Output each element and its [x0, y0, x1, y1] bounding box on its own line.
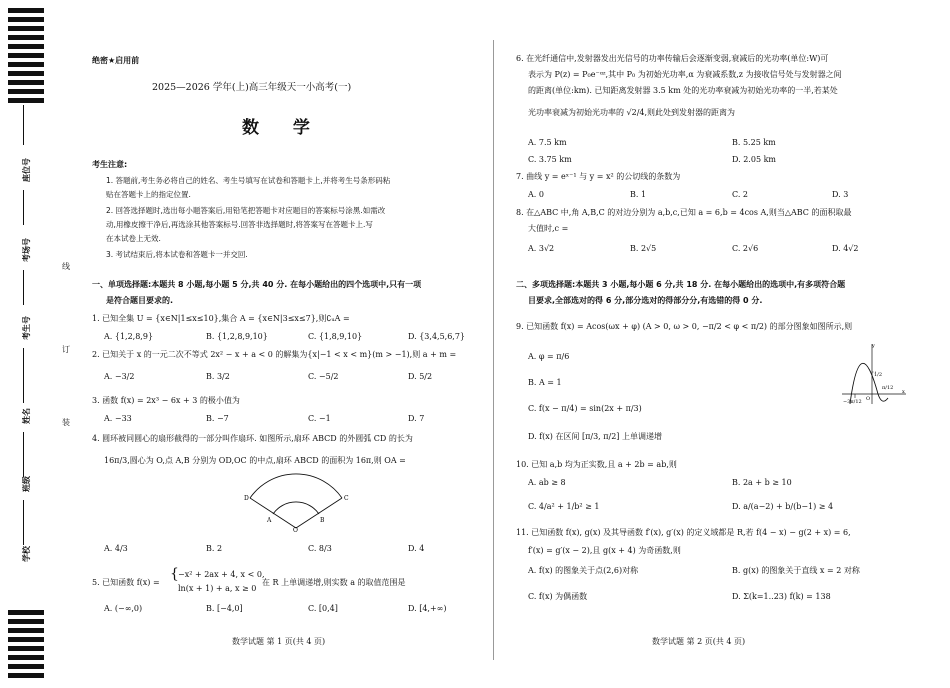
q1-option-b: B. {1,2,8,9,10} [206, 332, 268, 341]
q8-option-a: A. 3√2 [528, 244, 555, 253]
q11-option-c: C. f(x) 为偶函数 [528, 592, 588, 601]
outer-arc [250, 474, 342, 498]
q4-option-c: C. 8/3 [308, 544, 332, 553]
q11-option-b: B. g(x) 的图象关于直线 x = 2 对称 [732, 566, 860, 575]
class-label: 班级 [22, 476, 31, 492]
q4-option-d: D. 4 [408, 544, 425, 553]
name-label: 姓名 [22, 408, 31, 424]
section2-title-cont: 目要求,全部选对的得 6 分,部分选对的得部分分,有选错的得 0 分. [528, 296, 763, 305]
subject-title: 数 学 [242, 118, 324, 138]
q9-option-d: D. f(x) 在区间 [π/3, π/2] 上单调递增 [528, 432, 662, 441]
school-line [23, 500, 24, 545]
label-d: D [244, 495, 249, 502]
q6-stem-4: 光功率衰减为初始光功率的 √2/4,则此处到发射器的距离为 [528, 108, 736, 117]
q4-option-b: B. 2 [206, 544, 223, 553]
q7-option-c: C. 2 [732, 190, 749, 199]
notice-line: 动,用橡皮擦干净后,再选涂其他答案标号.回答非选择题时,将答案写在答题卡上.写 [106, 220, 373, 229]
q5-stem-end: 在 R 上单调递增,则实数 a 的取值范围是 [262, 578, 406, 587]
q5-piece2: ln(x + 1) + a, x ≥ 0 [178, 584, 257, 593]
cosine-graph [842, 342, 908, 406]
graph-y-label: y [872, 343, 875, 349]
section1-title: 一、单项选择题:本题共 8 小题,每小题 5 分,共 40 分. 在每小题给出的四个选项中,只有一项 [92, 280, 422, 289]
q8-option-b: B. 2√5 [630, 244, 657, 253]
notice-line: 在本试卷上无效. [106, 234, 161, 243]
gutter-staple-char: 订 [62, 345, 70, 354]
q2-option-d: D. 5/2 [408, 372, 433, 381]
q5-stem-start: 5. 已知函数 f(x) = [92, 578, 160, 587]
exam-no-line [23, 270, 24, 305]
exam-room-label: 考场号 [22, 238, 31, 262]
q11-stem-2: f′(x) = g′(x − 2),且 g(x + 4) 为奇函数,则 [528, 546, 681, 555]
seat-label: 座位号 [22, 158, 31, 182]
q10-stem: 10. 已知 a,b 均为正实数,且 a + 2b = ab,则 [516, 460, 677, 469]
q4-option-a: A. 4/3 [104, 544, 128, 553]
column-divider [493, 40, 494, 660]
graph-x-label: x [902, 389, 905, 395]
q1-option-c: C. {1,8,9,10} [308, 332, 363, 341]
notice-line: 2. 回答选择题时,选出每小题答案后,用铅笔把答题卡对应题目的答案标号涂黑.如需改 [106, 206, 386, 215]
footer-page2: 数学试题 第 2 页(共 4 页) [652, 637, 746, 646]
q3-option-c: C. −1 [308, 414, 331, 423]
q4-stem: 4. 圆环被同圆心的扇形截得的一部分叫作扇环. 如图所示,扇环 ABCD 的外圆弧 CD 的长为 [92, 434, 413, 443]
graph-origin-label: O [866, 396, 871, 402]
q7-stem: 7. 曲线 y = eˣ⁻¹ 与 y = x² 的公切线的条数为 [516, 172, 681, 181]
section2-title: 二、多项选择题:本题共 3 小题,每小题 6 分,共 18 分. 在每小题给出的选项中,有多项符合题 [516, 280, 846, 289]
seat-line [23, 105, 24, 145]
section1-title-cont: 是符合题目要求的. [106, 296, 174, 305]
q5-option-c: C. [0,4] [308, 604, 338, 613]
q2-option-c: C. −5/2 [308, 372, 339, 381]
q4-stem-cont: 16π/3,圆心为 O,点 A,B 分别为 OD,OC 的中点,扇环 ABCD 的面积为 16π,则 OA = [104, 456, 406, 465]
q10-option-c: C. 4/a² + 1/b² ≥ 1 [528, 502, 600, 511]
graph-neg-tick: −3π/12 [843, 399, 862, 405]
q5-brace: { [170, 566, 179, 582]
q5-option-d: D. [4,+∞) [408, 604, 447, 613]
school-label: 学校 [22, 546, 31, 562]
q6-option-c: C. 3.75 km [528, 155, 572, 164]
label-o: O [293, 527, 298, 532]
graph-half-label: 1/2 [874, 372, 883, 378]
q5-piece1: −x² + 2ax + 4, x < 0, [178, 570, 265, 579]
notice-line: 3. 考试结束后,将本试卷和答题卡一并交回. [106, 250, 248, 259]
q5-option-b: B. [−4,0] [206, 604, 243, 613]
exam-title: 2025—2026 学年(上)高三年级天一小高考(一) [152, 82, 352, 93]
gutter-bind-char: 装 [62, 418, 70, 427]
q6-option-a: A. 7.5 km [528, 138, 567, 147]
q6-stem-3: 的距离(单位:km). 已知距离发射器 3.5 km 处的光功率衰减为初始光功率的一半,若某处 [528, 86, 838, 95]
confidential-mark: 绝密★启用前 [92, 56, 140, 65]
exam-no-label: 考生号 [22, 316, 31, 340]
q2-option-a: A. −3/2 [104, 372, 135, 381]
q7-option-b: B. 1 [630, 190, 647, 199]
q11-stem: 11. 已知函数 f(x), g(x) 及其导函数 f′(x), g′(x) 的定义域都是 R,若 f(4 − x) − g(2 + x) = 6, [516, 528, 851, 537]
gutter-line-char: 线 [62, 262, 70, 271]
q1-option-d: D. {3,4,5,6,7} [408, 332, 466, 341]
q7-option-d: D. 3 [832, 190, 849, 199]
q1-option-a: A. {1,2,8,9} [104, 332, 154, 341]
graph-pos-tick: π/12 [882, 385, 894, 391]
q9-stem: 9. 已知函数 f(x) = Acos(ωx + φ) (A > 0, ω > 0, −π/2 < φ < π/2) 的部分图象如图所示,则 [516, 322, 853, 331]
q8-stem: 8. 在△ABC 中,角 A,B,C 的对边分别为 a,b,c,已知 a = 6,b = 4cos A,则当△ABC 的面积取最 [516, 208, 852, 217]
q8-stem-2: 大值时,c = [528, 224, 569, 233]
notice-title: 考生注意: [92, 160, 128, 169]
q8-option-d: D. 4√2 [832, 244, 859, 253]
q5-option-a: A. (−∞,0) [104, 604, 143, 613]
q10-option-d: D. a/(a−2) + b/(b−1) ≥ 4 [732, 502, 834, 511]
sector-ring-figure [236, 470, 356, 532]
q1-stem: 1. 已知全集 U = {x∈N|1≤x≤10},集合 A = {x∈N|3≤x≤7},则∁ᵤA = [92, 314, 350, 323]
q11-option-a: A. f(x) 的图象关于点(2,6)对称 [528, 566, 639, 575]
q3-option-a: A. −33 [104, 414, 132, 423]
notice-line: 1. 答题前,考生务必将自己的姓名、考生号填写在试卷和答题卡上,并将考生号条形码粘 [106, 176, 391, 185]
q8-option-c: C. 2√6 [732, 244, 759, 253]
room-line [23, 190, 24, 225]
q9-option-b: B. A = 1 [528, 378, 562, 387]
q2-stem: 2. 已知关于 x 的一元二次不等式 2x² − x + a < 0 的解集为{x|−1 < x < m}(m > −1),则 a + m = [92, 350, 457, 359]
q2-option-b: B. 3/2 [206, 372, 230, 381]
inner-arc [273, 502, 319, 514]
name-line [23, 348, 24, 403]
q6-option-b: B. 5.25 km [732, 138, 776, 147]
q3-option-b: B. −7 [206, 414, 229, 423]
q10-option-b: B. 2a + b ≥ 10 [732, 478, 792, 487]
q9-option-c: C. f(x − π/4) = sin(2x + π/3) [528, 404, 642, 413]
q7-option-a: A. 0 [528, 190, 544, 199]
label-c: C [344, 495, 349, 502]
class-line [23, 432, 24, 477]
q6-stem: 6. 在光纤通信中,发射器发出光信号的功率传输后会逐渐变弱,衰减后的光功率(单位:W)可 [516, 54, 829, 63]
q9-option-a: A. φ = π/6 [528, 352, 570, 361]
label-a: A [267, 517, 272, 524]
q3-option-d: D. 7 [408, 414, 425, 423]
q10-option-a: A. ab ≥ 8 [528, 478, 566, 487]
q11-option-d: D. Σ(k=1..23) f(k) = 138 [732, 592, 831, 601]
q3-stem: 3. 函数 f(x) = 2x³ − 6x + 3 的极小值为 [92, 396, 240, 405]
notice-line: 贴在答题卡上的指定位置. [106, 190, 191, 199]
footer-page1: 数学试题 第 1 页(共 4 页) [232, 637, 326, 646]
label-b: B [320, 517, 325, 524]
q6-stem-2: 表示为 P(z) = P₀e⁻ᵅᶻ,其中 P₀ 为初始光功率,α 为衰减系数,z 为接收信号处与发射器之间 [528, 70, 842, 79]
q6-option-d: D. 2.05 km [732, 155, 777, 164]
